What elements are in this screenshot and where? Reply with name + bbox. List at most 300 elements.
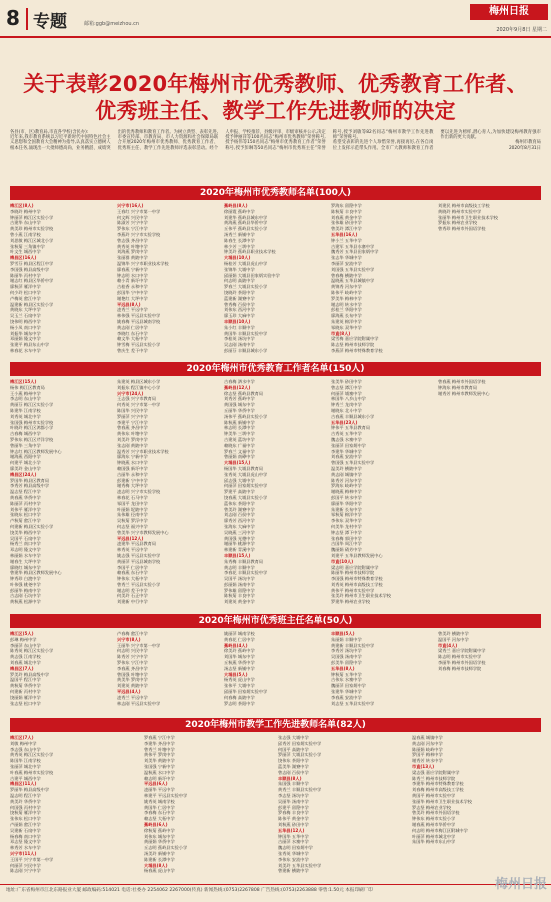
name-column [438, 631, 541, 706]
honoree-entry: 刘国强 五华县实验中学 [331, 266, 375, 272]
honoree-entry: 邱丽娟 大埔县田家炳实验中学 [224, 272, 280, 278]
honoree-entry: 吴国强 汤南中学 [331, 654, 362, 660]
honoree-entry: 刘建平 五华县教师发展中心 [331, 552, 383, 558]
honoree-entry: 朱伟雄 径南中学 [117, 512, 148, 518]
honor-section [10, 614, 541, 714]
section-title: 专题 [33, 12, 67, 32]
honoree-entry: 罗国华 梅县区教育局 [10, 477, 50, 483]
honoree-entry: 李丽华 梅州市外国语学校 [438, 659, 486, 665]
region-heading: 市直(4人) [438, 642, 458, 648]
honoree-entry: 杨桂芳 大埔县虎山中学 [224, 260, 268, 266]
region-heading: 平远县(4人) [117, 688, 141, 694]
honoree-entry: 王小燕 梅州中学 [10, 390, 41, 396]
honoree-entry: 钟秀珍 白渡中学 [10, 576, 41, 582]
region-heading: 丰顺县(8人) [278, 775, 302, 781]
honoree-entry: 曾志刚 百侯中学 [278, 769, 309, 775]
region-heading: 梅县区(7人) [10, 665, 34, 671]
honoree-entry: 黄晓玲 梅州市实验中学 [438, 208, 482, 214]
honoree-entry: 蓝建新 湖寮中学 [224, 295, 255, 301]
honoree-entry: 梁秀兰 嘉应学院附属中学 [438, 648, 486, 654]
honoree-entry: 曾秀兰 平远县实验小学 [117, 581, 161, 587]
honoree-entry: 钟晓燕 水口中学 [117, 460, 148, 466]
honoree-entry: 赖国强 新圩中学 [117, 465, 148, 471]
honoree-entry: 卢秋菊 畲江中学 [10, 518, 41, 524]
honoree-entry: 曾美华 兴宁市教师发展中心 [117, 529, 169, 535]
honoree-entry: 张伟雄 砂田中学 [331, 220, 362, 226]
region-heading: 五华县(16人) [331, 231, 358, 237]
honoree-entry: 陈秀芳 兴宁中学 [117, 654, 148, 660]
honoree-entry: 朱国强 丰顺中学 [278, 781, 309, 787]
honoree-entry: 古国华 周江中学 [331, 541, 362, 547]
region-heading: 梅江区(15人) [10, 379, 37, 384]
honoree-entry: 徐志坚 蕉岭县教育局 [224, 390, 264, 396]
intro-paragraph: 希望受表彰的先进个人珍惜荣誉,再接再厉,在各自岗位上发挥示范带头作用。全市广大教师和教育工作者要以先进为榜样,潜心育人,为加快建设梅州教育强市作出新的更大贡献。 [332, 130, 541, 151]
honoree-entry: 何文辉 兴民中学 [117, 214, 148, 220]
honoree-entry: 黄锦秀 河东中学 [331, 284, 362, 290]
name-column [224, 379, 327, 605]
honoree-entry: 陈秋菊 丰良中学 [331, 208, 362, 214]
name-column [331, 631, 434, 706]
honoree-entry: 刘春燕 安流中学 [331, 454, 362, 460]
honoree-entry: 古春梅 泗水中学 [224, 379, 255, 384]
honoree-entry: 钟志明 水口中学 [117, 272, 148, 278]
honoree-entry: 张国强 梅州市实验学校 [10, 419, 54, 425]
section-columns [10, 735, 541, 874]
honoree-entry: 钟美华 三圳中学 [224, 431, 255, 437]
honoree-entry: 黄志刚 城镇中学 [331, 471, 362, 477]
honoree-entry: 张丽萍 田家炳中学 [331, 442, 366, 448]
honoree-entry: 李燕萍 梅州市特殊教育学校 [331, 347, 383, 353]
honoree-entry: 李国强 梅县高级中学 [10, 266, 50, 272]
honoree-entry: 吴国平 汤坑中学 [224, 576, 255, 582]
honoree-entry: 张丽萍 城北中学 [10, 763, 41, 769]
honoree-entry: 钟雪梅 平远县实验小学 [117, 342, 161, 348]
honoree-entry: 罗美华 梅林中学 [331, 295, 362, 301]
honoree-entry: 饶伟明 梅西中学 [10, 318, 41, 324]
honoree-entry: 罗丽萍 大埔县实验小学 [278, 752, 322, 758]
honoree-entry: 丘秋燕 华侨中学 [224, 659, 255, 665]
honoree-entry: 林伟强 平远县实验中学 [117, 313, 161, 319]
honoree-entry: 刘敏 梅州中学 [10, 740, 37, 746]
honoree-entry: 廖秀芳 西河中学 [224, 518, 255, 524]
honoree-entry: 刘伟东 西河中学 [224, 307, 255, 313]
region-heading: 蕉岭县(12人) [224, 384, 251, 390]
region-heading: 梅县区(11人) [10, 781, 37, 787]
honoree-entry: 李春燕 安流中学 [331, 694, 362, 700]
honoree-entry: 李燕玲 兴宁市实验学校 [117, 231, 161, 237]
honoree-entry: 梁志强 嘉应学院附属中学 [412, 769, 460, 775]
name-column [10, 735, 139, 874]
honoree-entry: 叶丽萍 梅州市城北中学 [412, 833, 456, 839]
honoree-entry: 黄丽萍 平远县城南学校 [117, 558, 161, 564]
honoree-entry: 卢丽娟 畲江中学 [10, 821, 41, 827]
honoree-entry: 温秋燕 水口中学 [144, 769, 175, 775]
honoree-entry: 魏秀芳 五华县田家炳中学 [331, 249, 379, 255]
honoree-entry: 钟秋菊 五华中学 [331, 671, 362, 677]
honoree-entry: 罗春兰 大埔县实验小学 [224, 284, 268, 290]
honoree-entry: 罗志明 茶阳中学 [224, 700, 255, 706]
honoree-entry: 李志强 东山中学 [10, 746, 41, 752]
honoree-entry: 张晓东 松口中学 [10, 512, 41, 518]
honoree-entry: 叶丽娟 坭陂中学 [117, 506, 148, 512]
honoree-entry: 魏丽萍 田家炳中学 [331, 683, 366, 689]
honoree-entry: 曾美玲 潭江中学 [331, 226, 362, 232]
region-heading: 大埔县(5人) [224, 671, 248, 677]
honoree-entry: 杨春燕 虎山中学 [144, 868, 175, 874]
name-column [331, 379, 434, 605]
honoree-entry: 谢晓燕 梅林中学 [331, 489, 362, 495]
honoree-entry: 钟美玲 蕉岭县职业技术学校 [224, 249, 276, 255]
honoree-entry: 罗伟东 宁江中学 [117, 226, 148, 232]
section-columns [10, 203, 541, 354]
honoree-entry: 陈伟平 黄金中学 [278, 816, 309, 822]
name-column [10, 379, 113, 605]
page-header [0, 0, 551, 40]
honoree-entry: 李丽萍 东山中学 [10, 642, 41, 648]
honoree-entry: 刘志刚 百侯中学 [224, 512, 255, 518]
honoree-entry: 古建英 蓝坊中学 [224, 436, 255, 442]
honoree-entry: 林春花 石马中学 [117, 494, 148, 500]
honoree-entry: 邹秋菊 棉洋中学 [331, 512, 362, 518]
honoree-entry: 刘建民 梅州市高级技工学校 [438, 203, 490, 208]
honoree-entry: 赖志坚 大柘中学 [144, 816, 175, 822]
honoree-entry: 李志坚 汤坑中学 [278, 792, 309, 798]
honoree-entry: 王春红 兴宁市第一中学 [117, 208, 161, 214]
honoree-entry: 王丽华 兴宁市第一中学 [117, 642, 161, 648]
region-heading: 丰顺县(5人) [331, 631, 355, 636]
honoree-entry: 曾秀梅 百侯中学 [224, 301, 255, 307]
region-heading: 兴宁市(8人) [117, 636, 141, 642]
honoree-entry: 李春梅 东石中学 [144, 810, 175, 816]
honoree-entry: 蓝伟东 茶阳中学 [224, 500, 255, 506]
honoree-entry: 吴国平 石扇中学 [10, 535, 41, 541]
honoree-entry: 张秀英 华城中学 [278, 850, 309, 856]
honoree-entry: 王国平 兴宁市第一中学 [10, 856, 54, 862]
honoree-entry: 钟伟平 五华县教育局 [331, 425, 371, 431]
honoree-entry: 李建华 华城中学 [331, 448, 362, 454]
honoree-entry: 刘春燕 黄金中学 [331, 214, 362, 220]
honoree-entry: 刘秀英 梅州市高级技工学校 [331, 581, 383, 587]
honoree-entry: 黄国强 光德中学 [224, 535, 255, 541]
honoree-entry: 谢志红 梅县区华侨中学 [10, 278, 54, 284]
honoree-entry: 张伟平 大埔中学 [224, 683, 255, 689]
honoree-entry: 黄伟东 叶塘中学 [117, 431, 148, 437]
honoree-entry: 钟海东 梅州市教育局 [438, 384, 478, 390]
honoree-entry: 杨秀兰 南口中学 [10, 541, 41, 547]
honoree-entry: 罗志坚 梅州农业学校 [412, 804, 452, 810]
region-heading: 大埔县(10人) [224, 255, 251, 261]
honoree-entry: 张春梅 郭田中学 [331, 535, 362, 541]
honoree-entry: 黄国华 仁居中学 [144, 804, 175, 810]
region-heading: 五华县(8人) [331, 665, 355, 671]
honoree-entry: 钟伟东 大柘中学 [117, 576, 148, 582]
honoree-entry: 曾美玲 横陂中学 [438, 631, 469, 636]
honoree-entry: 汤志坚 新铺中学 [224, 665, 255, 671]
honoree-entry: 黄建新 丰顺县实验中学 [331, 642, 375, 648]
honoree-entry: 杨伟 梅江区教育局 [10, 384, 45, 390]
honoree-entry: 黄秋菊 华侨中学 [10, 683, 41, 689]
honoree-entry: 徐美玲 蕉岭中学 [224, 648, 255, 654]
honoree-entry: 黄春燕 华侨中学 [10, 494, 41, 500]
honoree-entry: 何少玲 松口中学 [10, 289, 41, 295]
footer-rule [0, 884, 551, 885]
honoree-entry: 赖小青 新圩中学 [117, 278, 148, 284]
honoree-entry: 刘伟东 城东中学 [144, 833, 175, 839]
honoree-entry: 何国强 丙村中学 [10, 804, 41, 810]
honoree-entry: 黄志刚 河东中学 [412, 740, 443, 746]
honoree-entry: 钟国华 五华中学 [278, 833, 309, 839]
honoree-entry: 李春花 丰顺县实验中学 [224, 570, 268, 576]
region-heading: 蕉岭县(4人) [224, 642, 248, 648]
honoree-entry: 杨小凤 南口中学 [10, 324, 41, 330]
honoree-entry: 何美华 龙村中学 [331, 523, 362, 529]
honoree-entry: 赖志明 新圩中学 [144, 775, 175, 781]
honoree-entry: 曾小燕 江南学校 [10, 231, 41, 237]
honoree-entry: 陈志坚 梅州市技师学院 [331, 342, 375, 348]
honoree-entry: 曾庆生 差干中学 [117, 347, 148, 353]
honoree-entry: 古建平 城西中学 [10, 775, 41, 781]
region-heading: 大埔县(8人) [144, 862, 168, 868]
decision-text [10, 130, 541, 178]
honoree-entry: 廖海燕 长布中学 [331, 313, 362, 319]
honoree-entry: 张志刚 黄陂中学 [117, 442, 148, 448]
honoree-entry: 赖文华 大柘中学 [117, 336, 148, 342]
honoree-entry: 邹国平 龙田中学 [117, 500, 148, 506]
region-heading: 丰顺县(10人) [224, 318, 251, 324]
honoree-entry: 林春花 水车中学 [10, 347, 41, 353]
honoree-entry: 凌秀兰 平远中学 [117, 694, 148, 700]
honoree-entry: 黄志刚 仁居中学 [117, 324, 148, 330]
honoree-entry: 林志明 长潭中学 [224, 425, 255, 431]
honoree-entry: 谢志明 差干中学 [117, 587, 148, 593]
honoree-entry: 刘美华 黄陂中学 [144, 758, 175, 764]
honoree-entry: 林志刚 平远县实验中学 [117, 700, 161, 706]
honoree-entry: 何志坚 福兴中学 [117, 523, 148, 529]
honoree-entry: 邱丽华 田家炳实验中学 [224, 688, 268, 694]
honoree-entry: 温春燕 城镇中学 [412, 735, 443, 740]
honoree-entry: 丘伟平 蕉岭县实验小学 [224, 226, 268, 232]
region-heading: 市直(8人) [331, 330, 351, 336]
honoree-entry: 林国华 八乡山中学 [331, 396, 366, 402]
honoree-entry: 陈秋菊 丰良中学 [224, 593, 255, 599]
honoree-entry: 何志明 梅州市梅江区附城中学 [412, 827, 468, 833]
honoree-entry: 邱秀芳 田家炳实验中学 [278, 740, 322, 746]
name-column [412, 735, 541, 874]
honoree-entry: 何国平 高陂中学 [278, 746, 309, 752]
honoree-entry: 李秀芳 梅县高级中学 [10, 483, 50, 489]
region-heading: 大埔县(15人) [224, 460, 251, 466]
honoree-entry: 谢丽华 桃源中学 [224, 541, 255, 547]
honoree-entry: 刘建华 蕉岭县城东中学 [224, 214, 268, 220]
honoree-entry: 古丽华 永和中学 [117, 471, 148, 477]
honoree-entry: 刘美玲 罗岗中学 [117, 436, 148, 442]
region-heading: 丰顺县(15人) [224, 552, 251, 558]
region-heading: 平远县(6人) [144, 781, 168, 787]
honoree-entry: 张丽华 梅州市卫生职业技术学校 [412, 798, 472, 804]
honoree-entry: 彭丽芬 丰顺县城东小学 [224, 347, 268, 353]
region-heading: 梅县区(24人) [10, 471, 37, 477]
honoree-entry: 曾秀兰 叶塘中学 [144, 746, 175, 752]
newspaper-logo: 梅州日报 [470, 4, 548, 20]
honoree-entry: 古桂香 永和中学 [117, 284, 148, 290]
honoree-entry: 张志华 华城中学 [331, 255, 362, 261]
honoree-entry: 杨秀英 虎山中学 [224, 677, 255, 683]
honoree-entry: 李国平 仁居中学 [117, 564, 148, 570]
honoree-entry: 钟志红 梅江区教师发展中心 [10, 448, 62, 454]
honoree-entry: 刘美玲 五华县实验中学 [278, 862, 322, 868]
honoree-entry: 丘志明 蕉岭县实验小学 [144, 845, 188, 851]
honoree-entry: 姚丽萍 城南学校 [224, 631, 255, 636]
honoree-entry: 罗伟东 梅江区芹洋学校 [10, 436, 54, 442]
honoree-entry: 徐秋菊 蕉岭中学 [144, 827, 175, 833]
honoree-entry: 彭国华 宁中中学 [117, 289, 148, 295]
honoree-entry: 邓志坚 隆文中学 [10, 839, 41, 845]
honoree-entry: 凌秀兰 平远中学 [117, 307, 148, 313]
headline-line-1: 关于表彰2020年梅州市优秀教师、优秀教育工作者、 [23, 72, 528, 96]
honoree-entry: 何春梅 高陂中学 [224, 694, 255, 700]
headline-line-2: 优秀班主任、教学工作先进教师的决定 [95, 99, 456, 123]
honoree-entry: 何丽萍 兴民中学 [10, 862, 41, 868]
honoree-entry: 钟秀兰 龙岗中学 [331, 402, 362, 408]
honoree-entry: 刘振东 程江镇中心小学 [117, 384, 161, 390]
honoree-entry: 曾春燕 梅州市外国语学校 [438, 379, 486, 384]
section-columns [10, 379, 541, 605]
honoree-entry: 刘海燕 罗岗中学 [117, 249, 148, 255]
honoree-entry: 张丽华 梅州市卫生职业技术学校 [438, 214, 498, 220]
honoree-entry: 黄海燕 蕉岭县华侨中学 [224, 220, 268, 226]
honoree-entry: 罗丽萍 兴宁中学 [117, 413, 148, 419]
page-number: 8 [6, 6, 20, 30]
honoree-entry: 廖海东 宁新中学 [117, 454, 148, 460]
honoree-entry: 曾春梅 横陂中学 [331, 272, 362, 278]
honoree-entry: 罗丽华 梅县高级中学 [10, 787, 50, 793]
honoree-entry: 罗伟雄 留隍中学 [224, 587, 255, 593]
honoree-entry: 陈丽华 丙村中学 [10, 272, 41, 278]
region-heading: 五华县(12人) [278, 827, 305, 833]
honoree-entry: 黄晓东 大坪中学 [10, 307, 41, 313]
header-rule [0, 36, 551, 38]
honoree-entry: 陈国华 江南学校 [10, 758, 41, 764]
honoree-entry: 黄伟平 梅州市实验中学 [331, 587, 375, 593]
honoree-entry: 刘建新 中行中学 [117, 599, 148, 605]
section-columns [10, 631, 541, 706]
honoree-entry: 古春燕 丰顺县城东小学 [331, 413, 375, 419]
section-email: 邮箱:ggb@meizhou.cn [84, 21, 140, 27]
honoree-entry: 曾国强 五华县实验中学 [331, 460, 375, 466]
region-heading: 平远县(12人) [117, 535, 144, 541]
section-heading: 2020年梅州市优秀教师名单(100人) [10, 186, 541, 200]
honoree-entry: 黄秀英 梅江区实验小学 [10, 752, 54, 758]
honoree-entry: 何建新 梅县区实验小学 [10, 523, 54, 529]
honoree-entry: 谢晓东 北斗中学 [331, 407, 362, 413]
honoree-entry: 廖春燕 宁新中学 [117, 266, 148, 272]
honoree-entry: 陈建新 长潭中学 [144, 856, 175, 862]
honoree-entry: 黄志明 丰顺中学 [224, 564, 255, 570]
honoree-entry: 陈秀英 梅江区实验小学 [10, 648, 54, 654]
intro-paragraph: 各县(市、区)教育局,市直各学校(含民办): [10, 130, 89, 135]
honoree-entry: 刘建英 黄金中学 [224, 599, 255, 605]
region-heading: 市直(13人) [412, 763, 435, 769]
honoree-entry: 何丽萍 田家炳实验中学 [224, 483, 268, 489]
honoree-entry: 李建华 梅州市特殊教育学校 [412, 781, 464, 787]
honoree-entry: 黄春花 仁居中学 [224, 636, 255, 642]
honoree-entry: 李伟东 双华中学 [331, 518, 362, 524]
name-column [117, 203, 220, 354]
name-column [438, 379, 541, 605]
honoree-entry: 刘秋燕 砂田中学 [278, 821, 309, 827]
honoree-entry: 曾春燕 齐昌中学 [117, 425, 148, 431]
honoree-entry: 罗海东 岐岭中学 [331, 483, 362, 489]
honoree-entry: 吴秋菊 罗浮中学 [117, 518, 148, 524]
region-heading: 梅江区(7人) [10, 735, 34, 740]
page-number-divider [26, 8, 28, 30]
honoree-entry: 丘丽华 华侨中学 [224, 407, 255, 413]
honoree-entry: 古志刚 石坑中学 [10, 593, 41, 599]
honoree-entry: 叶晓玲 梅江区鸿都小学 [10, 425, 54, 431]
region-heading: 兴宁市(16人) [117, 203, 144, 208]
honoree-entry: 曾丽娟 南磜中学 [224, 454, 255, 460]
name-column [10, 631, 113, 706]
honoree-entry: 罗春兰 文福中学 [224, 448, 255, 454]
honoree-entry: 黄美玲 华侨中学 [10, 798, 41, 804]
honoree-entry: 罗振东 梅州农业学校 [438, 220, 478, 226]
honoree-entry: 朱丽娟 丰顺中学 [331, 636, 362, 642]
honoree-entry: 赖晓东 广福中学 [224, 442, 255, 448]
honoree-entry: 彭丽娟 汤南中学 [224, 581, 255, 587]
honoree-entry: 刘秀芳 蕉岭中学 [224, 396, 255, 402]
honoree-entry: 吴丽华 汤南中学 [278, 798, 309, 804]
honoree-entry: 邓丽娟 隆文中学 [10, 336, 41, 342]
honoree-entry: 陈丽萍 丙村中学 [10, 500, 41, 506]
honoree-entry: 魏志强 水寨中学 [331, 436, 362, 442]
honoree-entry: 刘志坚 五华县实验中学 [331, 700, 375, 706]
region-heading: 平远县(8人) [117, 301, 141, 307]
honoree-entry: 彭琳 梅州中学 [10, 636, 37, 642]
honoree-entry: 谢志明 转水中学 [331, 301, 362, 307]
honoree-entry: 陈丽娟 岐岭中学 [412, 746, 443, 752]
honor-section [10, 186, 541, 358]
honoree-entry: 陈志刚 兴宁中学 [10, 868, 41, 874]
honoree-entry: 李秀芳 汤坑中学 [331, 648, 362, 654]
name-column [438, 203, 541, 354]
honoree-entry: 朱秀梅 丰顺县教育局 [224, 558, 264, 564]
honoree-entry: 谢春燕 梅州市华侨中学 [412, 821, 456, 827]
honoree-entry: 凌志明 兴宁市实验学校 [117, 489, 161, 495]
footer-info: 地址:广东省梅州市江北东路报业大厦 邮政编码:514021 电话:社委办 2254062 2267000(传真) 新闻热线:(0753)2267808 广告热线:(0753)2263888 零售:1.50元 本报印刷厂印 [6, 888, 373, 893]
honoree-entry: 罗美玲 梅县高级中学 [10, 671, 50, 677]
honoree-entry: 邱志强 大埔中学 [224, 477, 255, 483]
honoree-entry: 刘振华 城东中学 [10, 330, 41, 336]
honoree-entry: 张海东 大麻中学 [224, 523, 255, 529]
honoree-entry: 温锦华 兴宁市职业技术学校 [117, 260, 169, 266]
section-heading: 2020年梅州市优秀教育工作者名单(150人) [10, 362, 541, 376]
honoree-entry: 黄美华 罗岗中学 [117, 677, 148, 683]
name-column [278, 735, 407, 874]
honoree-entry: 张锦华 大埔中学 [224, 266, 255, 272]
issue-date: 2020年9月8日 星期二 [496, 27, 547, 33]
honoree-entry: 黄美珍 梅州市实验学校 [10, 226, 54, 232]
signature-date: 2020年8月31日 [508, 145, 541, 151]
signature: 梅州市教育局 [515, 140, 541, 146]
honoree-entry: 汤秀兰 新铺中学 [224, 231, 255, 237]
honoree-entry: 吴玉兰 石扇中学 [10, 313, 41, 319]
honoree-entry: 吴建新 石扇中学 [10, 827, 41, 833]
honoree-entry: 黄伟平 罗岗中学 [144, 752, 175, 758]
honoree-entry: 梁雪梅 嘉应学院附属中学 [331, 336, 379, 342]
honor-section [10, 718, 541, 880]
region-heading: 五华县(23人) [331, 419, 358, 425]
honoree-entry: 凌建华 平远县教育局 [117, 541, 157, 547]
